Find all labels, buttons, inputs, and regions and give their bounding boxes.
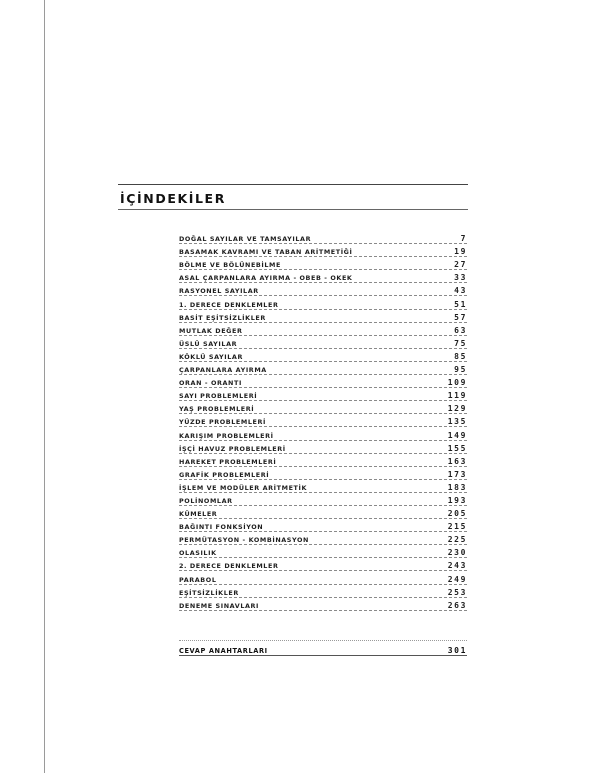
toc-entry[interactable]: [179, 441, 467, 454]
toc-entry[interactable]: [179, 571, 467, 584]
toc-entry-title: PERMÜTASYON - KOMBİNASYON: [179, 536, 309, 545]
table-of-contents: [179, 231, 467, 611]
toc-entry-page: 225: [447, 535, 467, 545]
toc-entry-title: HAREKET PROBLEMLERİ: [179, 457, 277, 466]
toc-entry[interactable]: [179, 545, 467, 558]
toc-entry-title: SAYI PROBLEMLERİ: [179, 392, 258, 401]
toc-entry-title: MUTLAK DEĞER: [179, 326, 243, 335]
page-title: İÇİNDEKİLER: [120, 191, 226, 206]
toc-entry-page: 43: [454, 286, 467, 296]
page-margin-line: [44, 0, 45, 773]
toc-entry-title: BASİT EŞİTSİZLİKLER: [179, 313, 266, 322]
toc-entry-page: 95: [454, 365, 467, 375]
toc-entry[interactable]: [179, 480, 467, 493]
toc-entry-title: GRAFİK PROBLEMLERİ: [179, 470, 270, 479]
toc-entry-page: 230: [447, 548, 467, 558]
toc-entry-page: 243: [447, 561, 467, 571]
toc-entry[interactable]: [179, 270, 467, 283]
toc-entry-page: 75: [454, 338, 467, 348]
toc-entry[interactable]: [179, 467, 467, 480]
toc-entry-page: 149: [447, 430, 467, 440]
toc-entry-page: 263: [447, 600, 467, 610]
toc-entry[interactable]: [179, 519, 467, 532]
toc-entry-title: KÖKLÜ SAYILAR: [179, 352, 243, 361]
toc-entry-page: 163: [447, 456, 467, 466]
toc-entry[interactable]: [179, 283, 467, 296]
answers-separator: [179, 640, 467, 641]
toc-entry-title: 1. DERECE DENKLEMLER: [179, 300, 279, 309]
toc-entry[interactable]: [179, 336, 467, 349]
toc-entry[interactable]: [179, 585, 467, 598]
toc-entry[interactable]: [179, 598, 467, 611]
toc-entry[interactable]: [179, 362, 467, 375]
toc-entry-title: BÖLME VE BÖLÜNEBİLME: [179, 261, 281, 270]
toc-entry-title: EŞİTSİZLİKLER: [179, 588, 239, 597]
toc-entry-title: YAŞ PROBLEMLERİ: [179, 405, 255, 414]
toc-entry[interactable]: [179, 427, 467, 440]
toc-entry-page: 129: [447, 404, 467, 414]
toc-entry[interactable]: [179, 244, 467, 257]
toc-entry-title: ASAL ÇARPANLARA AYIRMA - OBEB - OKEK: [179, 274, 353, 283]
toc-entry[interactable]: [179, 231, 467, 244]
toc-entry-page: 249: [447, 574, 467, 584]
toc-entry-title: İŞÇİ HAVUZ PROBLEMLERİ: [179, 444, 286, 453]
toc-entry[interactable]: [179, 532, 467, 545]
toc-entry-title: ÜSLÜ SAYILAR: [179, 339, 238, 348]
toc-entry-title: RASYONEL SAYILAR: [179, 287, 259, 296]
toc-entry-title: 2. DERECE DENKLEMLER: [179, 562, 279, 571]
toc-entry-page: 301: [447, 646, 467, 655]
toc-entry-title: KÜMELER: [179, 510, 218, 519]
toc-entry[interactable]: [179, 375, 467, 388]
toc-entry-title: OLASILIK: [179, 549, 217, 558]
toc-entry-page: 51: [454, 299, 467, 309]
toc-entry[interactable]: [179, 558, 467, 571]
toc-entry[interactable]: [179, 349, 467, 362]
toc-entry[interactable]: [179, 454, 467, 467]
toc-entry-title: DENEME SINAVLARI: [179, 601, 260, 610]
title-bottom-rule: [118, 209, 468, 210]
toc-entry-page: 27: [454, 260, 467, 270]
toc-entry-page: 215: [447, 522, 467, 532]
toc-entry[interactable]: [179, 401, 467, 414]
toc-entry-title: ÇARPANLARA AYIRMA: [179, 366, 267, 375]
toc-entry[interactable]: [179, 506, 467, 519]
toc-entry-page: 205: [447, 509, 467, 519]
toc-entry-title: POLİNOMLAR: [179, 496, 233, 505]
toc-entry-page: 135: [447, 417, 467, 427]
toc-entry-title: KARIŞIM PROBLEMLERİ: [179, 431, 274, 440]
toc-entry-title: DOĞAL SAYILAR VE TAMSAYILAR: [179, 235, 312, 244]
toc-entry-page: 57: [454, 312, 467, 322]
toc-entry-title: BAĞINTI FONKSİYON: [179, 523, 264, 532]
toc-entry-title: ORAN - ORANTI: [179, 379, 242, 388]
toc-entry[interactable]: [179, 323, 467, 336]
toc-entry[interactable]: [179, 257, 467, 270]
toc-entry[interactable]: [179, 296, 467, 309]
toc-entry-page: 253: [447, 587, 467, 597]
toc-answers-entry[interactable]: [179, 642, 467, 656]
toc-entry[interactable]: [179, 493, 467, 506]
toc-entry[interactable]: [179, 310, 467, 323]
toc-entry-page: 33: [454, 273, 467, 283]
toc-entry-title: YÜZDE PROBLEMLERİ: [179, 418, 266, 427]
toc-entry[interactable]: [179, 414, 467, 427]
toc-entry-page: 63: [454, 325, 467, 335]
toc-entry-title: PARABOL: [179, 575, 217, 584]
toc-entry-title: BASAMAK KAVRAMI VE TABAN ARİTMETİĞİ: [179, 248, 353, 257]
toc-entry[interactable]: [179, 388, 467, 401]
toc-entry-page: 109: [447, 378, 467, 388]
toc-entry-page: 119: [447, 391, 467, 401]
toc-entry-page: 193: [447, 495, 467, 505]
toc-entry-page: 173: [447, 469, 467, 479]
toc-entry-page: 19: [454, 247, 467, 257]
toc-entry-page: 183: [447, 482, 467, 492]
title-top-rule: [118, 184, 468, 185]
toc-entry-page: 85: [454, 351, 467, 361]
toc-entry-title: CEVAP ANAHTARLARI: [179, 647, 268, 655]
toc-entry-page: 155: [447, 443, 467, 453]
toc-entry-title: İŞLEM VE MODÜLER ARİTMETİK: [179, 483, 308, 492]
toc-entry-page: 7: [460, 234, 467, 244]
